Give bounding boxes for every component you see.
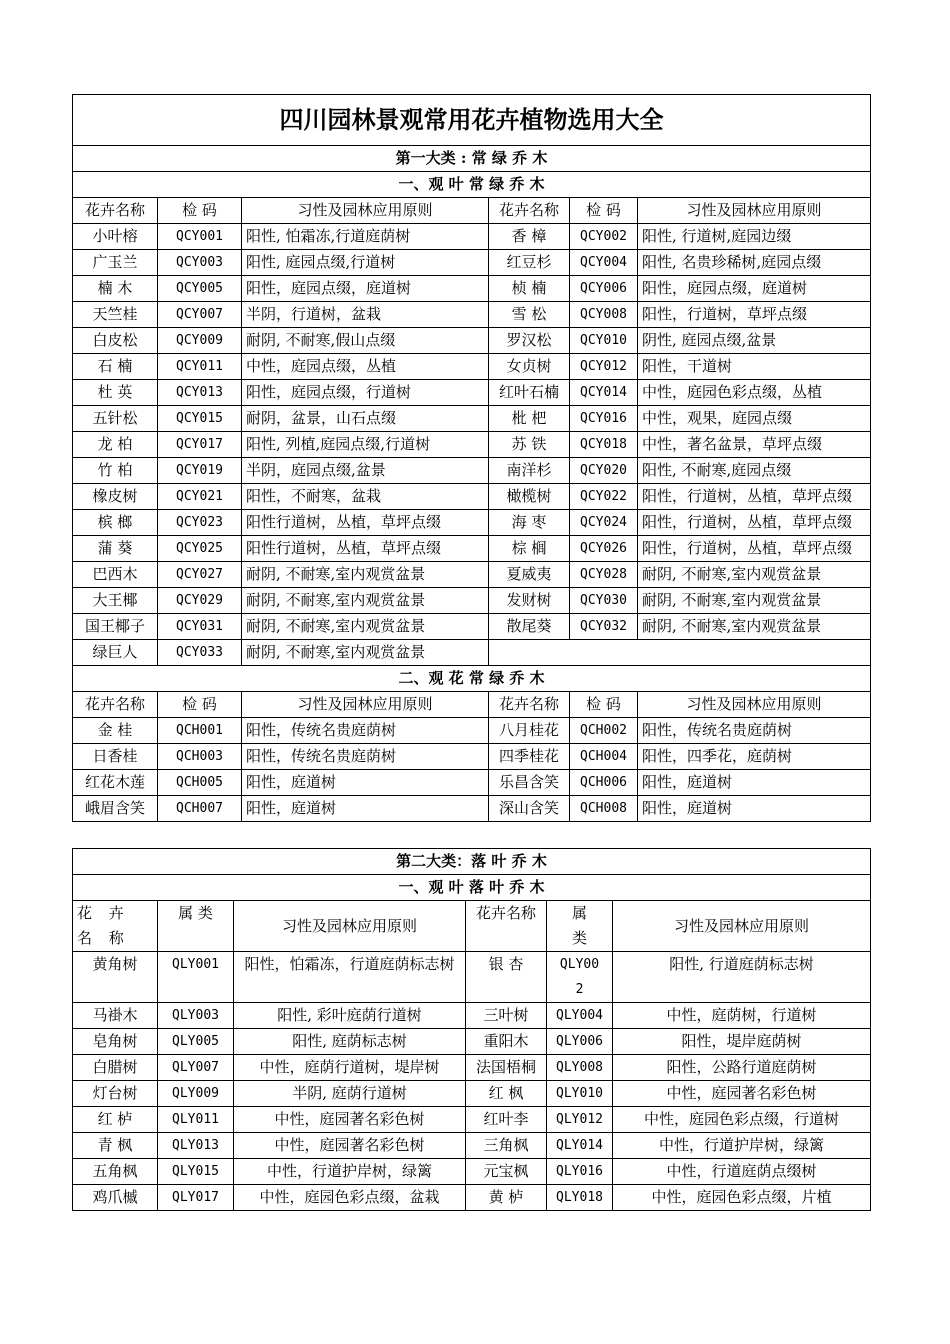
- table-cell: 三叶树: [466, 1003, 547, 1029]
- table-cell: 中性，庭园色彩点缀，盆栽: [234, 1185, 466, 1211]
- table-cell: QCY028: [570, 562, 638, 588]
- table-cell: 小叶榕: [73, 224, 158, 250]
- table-cell: QCY006: [570, 276, 638, 302]
- table-cell: 中性，庭园著名彩色树: [613, 1081, 871, 1107]
- table-cell: 中性，庭园著名彩色树: [234, 1133, 466, 1159]
- table-cell: 皂角树: [73, 1029, 158, 1055]
- table-cell: 阳性，庭园点缀，庭道树: [242, 276, 489, 302]
- table-cell: 红 栌: [73, 1107, 158, 1133]
- table-cell: 花卉名称: [489, 198, 570, 224]
- table-cell: QCY016: [570, 406, 638, 432]
- table-cell: 散尾葵: [489, 614, 570, 640]
- table-cell: QLY003: [158, 1003, 234, 1029]
- table-cell: 五角枫: [73, 1159, 158, 1185]
- table-cell: 三角枫: [466, 1133, 547, 1159]
- table-cell: 阳性，干道树: [638, 354, 871, 380]
- table-row: [73, 484, 871, 510]
- table-cell: 阴性, 庭园点缀,盆景: [638, 328, 871, 354]
- table-cell: QCY021: [158, 484, 242, 510]
- table-row: [73, 328, 871, 354]
- table-row: [73, 380, 871, 406]
- table-cell: 阳性，传统名贵庭荫树: [638, 718, 871, 744]
- table-cell: 大王椰: [73, 588, 158, 614]
- table-cell: 耐阴, 不耐寒,室内观赏盆景: [242, 614, 489, 640]
- table-cell: 花卉名称: [489, 692, 570, 718]
- table-cell: 属 类: [158, 901, 234, 952]
- table-row: [73, 744, 871, 770]
- table-cell: 耐阴, 不耐寒,室内观赏盆景: [242, 562, 489, 588]
- table-row: [73, 406, 871, 432]
- table-cell: QCY027: [158, 562, 242, 588]
- table-cell: QCY015: [158, 406, 242, 432]
- table-cell: 巴西木: [73, 562, 158, 588]
- table-cell: 绿巨人: [73, 640, 158, 666]
- table-cell: QCY026: [570, 536, 638, 562]
- table-cell: 竹 柏: [73, 458, 158, 484]
- table-cell: QCY002: [570, 224, 638, 250]
- table-cell: 鸡爪槭: [73, 1185, 158, 1211]
- table-cell: 八月桂花: [489, 718, 570, 744]
- table-cell: 南洋杉: [489, 458, 570, 484]
- table-cell: 花卉名称: [73, 692, 158, 718]
- table-cell: QLY010: [547, 1081, 613, 1107]
- table-cell: 橡皮树: [73, 484, 158, 510]
- evergreen-tree-table: [72, 94, 871, 822]
- category-heading: 第一大类 : 常 绿 乔 木: [73, 146, 871, 172]
- table-cell: 阳性，庭道树: [638, 770, 871, 796]
- table-cell: 红 枫: [466, 1081, 547, 1107]
- table-row: [73, 1081, 871, 1107]
- table-cell: QCY017: [158, 432, 242, 458]
- table-cell: 耐阴, 不耐寒,室内观赏盆景: [638, 588, 871, 614]
- table-cell: QCY022: [570, 484, 638, 510]
- table-cell: QCY003: [158, 250, 242, 276]
- table-cell: 法国梧桐: [466, 1055, 547, 1081]
- table-row: [73, 354, 871, 380]
- table-cell: QLY018: [547, 1185, 613, 1211]
- table-cell: QCY024: [570, 510, 638, 536]
- table-cell: 习性及园林应用原则: [613, 901, 871, 952]
- section-heading: 一、观 叶 落 叶 乔 木: [73, 875, 871, 901]
- table-row: [73, 1107, 871, 1133]
- table-cell: 阳性, 庭园点缀,行道树: [242, 250, 489, 276]
- table-cell: 中性，观果，庭园点缀: [638, 406, 871, 432]
- table-cell: 重阳木: [466, 1029, 547, 1055]
- table-cell: QCY025: [158, 536, 242, 562]
- table-row: [73, 250, 871, 276]
- table-cell: QCY013: [158, 380, 242, 406]
- table-cell: 红叶石楠: [489, 380, 570, 406]
- table-cell: 阳性，堤岸庭荫树: [613, 1029, 871, 1055]
- table-cell: 属 类: [547, 901, 613, 952]
- table-cell: 红豆杉: [489, 250, 570, 276]
- table-cell: 棕 榈: [489, 536, 570, 562]
- table-cell: 中性，行道护岸树，绿篱: [234, 1159, 466, 1185]
- table-cell: 日香桂: [73, 744, 158, 770]
- table-cell: 海 枣: [489, 510, 570, 536]
- header-row: [73, 692, 871, 718]
- table-cell: QLY008: [547, 1055, 613, 1081]
- table-cell: 五针松: [73, 406, 158, 432]
- table-cell: 中性，庭荫树，行道树: [613, 1003, 871, 1029]
- table-row: [73, 614, 871, 640]
- table-cell: QCH006: [570, 770, 638, 796]
- table-cell: 槟 榔: [73, 510, 158, 536]
- table-cell: QCY033: [158, 640, 242, 666]
- table-cell: QCY029: [158, 588, 242, 614]
- table-row: [73, 718, 871, 744]
- table-row: [73, 1185, 871, 1211]
- table-cell: 阳性, 行道树,庭园边缀: [638, 224, 871, 250]
- table-cell: 香 樟: [489, 224, 570, 250]
- table-cell: 检 码: [570, 692, 638, 718]
- table-cell: 桢 楠: [489, 276, 570, 302]
- table-cell: 阳性, 庭荫标志树: [234, 1029, 466, 1055]
- table-cell: 阳性, 怕霜冻,行道庭荫树: [242, 224, 489, 250]
- table-cell: 检 码: [158, 198, 242, 224]
- table-cell: 耐阴, 不耐寒,室内观赏盆景: [638, 562, 871, 588]
- table-cell: 黄角树: [73, 952, 158, 1003]
- table-cell: 阳性，公路行道庭荫树: [613, 1055, 871, 1081]
- table-cell: 石 楠: [73, 354, 158, 380]
- table-cell: 中性，庭园色彩点缀，丛植: [638, 380, 871, 406]
- table-row: [73, 562, 871, 588]
- table-cell: QCY010: [570, 328, 638, 354]
- table-cell: QLY006: [547, 1029, 613, 1055]
- table-cell: 红叶李: [466, 1107, 547, 1133]
- table-cell: QLY015: [158, 1159, 234, 1185]
- empty-cell: [489, 640, 871, 666]
- table-cell: 四季桂花: [489, 744, 570, 770]
- table-cell: 中性，庭园点缀，丛植: [242, 354, 489, 380]
- table-cell: QCY011: [158, 354, 242, 380]
- table-cell: 阳性，传统名贵庭荫树: [242, 718, 489, 744]
- table-cell: QCY014: [570, 380, 638, 406]
- table-cell: 阳性，不耐寒，盆栽: [242, 484, 489, 510]
- table-cell: 阳性，庭道树: [242, 796, 489, 822]
- table-cell: 阳性，行道树，草坪点缀: [638, 302, 871, 328]
- section-row: [73, 666, 871, 692]
- table-cell: 耐阴, 不耐寒,室内观赏盆景: [242, 640, 489, 666]
- table-cell: 阳性, 列植,庭园点缀,行道树: [242, 432, 489, 458]
- table-cell: 罗汉松: [489, 328, 570, 354]
- table-cell: QLY004: [547, 1003, 613, 1029]
- table-cell: 中性，著名盆景，草坪点缀: [638, 432, 871, 458]
- table-cell: 杜 英: [73, 380, 158, 406]
- table-cell: QCH002: [570, 718, 638, 744]
- table-cell: QCH003: [158, 744, 242, 770]
- table-cell: QLY009: [158, 1081, 234, 1107]
- table-cell: 阳性行道树，丛植，草坪点缀: [242, 510, 489, 536]
- table-cell: 半阴, 庭荫行道树: [234, 1081, 466, 1107]
- table-row: [73, 458, 871, 484]
- table-cell: 橄榄树: [489, 484, 570, 510]
- table-cell: QLY014: [547, 1133, 613, 1159]
- table-row: [73, 276, 871, 302]
- table-cell: 阳性行道树，丛植，草坪点缀: [242, 536, 489, 562]
- table-row: [73, 1029, 871, 1055]
- table-cell: 阳性，怕霜冻，行道庭荫标志树: [234, 952, 466, 1003]
- section-heading: 一、观 叶 常 绿 乔 木: [73, 172, 871, 198]
- table-row: [73, 302, 871, 328]
- table-cell: 花卉名称: [466, 901, 547, 952]
- table-row: [73, 510, 871, 536]
- table-cell: QCY012: [570, 354, 638, 380]
- table-cell: 银 杏: [466, 952, 547, 1003]
- table-row: [73, 432, 871, 458]
- table-cell: 耐阴, 不耐寒,假山点缀: [242, 328, 489, 354]
- table-cell: 元宝枫: [466, 1159, 547, 1185]
- table-cell: 白腊树: [73, 1055, 158, 1081]
- header-row: [73, 198, 871, 224]
- table-cell: QCY004: [570, 250, 638, 276]
- table-row: [73, 1055, 871, 1081]
- table-cell: 阳性，庭道树: [242, 770, 489, 796]
- table-cell: 马褂木: [73, 1003, 158, 1029]
- table-cell: 峨眉含笑: [73, 796, 158, 822]
- table-cell: QLY016: [547, 1159, 613, 1185]
- table-cell: QCY031: [158, 614, 242, 640]
- table-cell: 黄 栌: [466, 1185, 547, 1211]
- table-cell: 阳性, 名贵珍稀树,庭园点缀: [638, 250, 871, 276]
- table-cell: 雪 松: [489, 302, 570, 328]
- table-cell: QLY017: [158, 1185, 234, 1211]
- table-cell: 深山含笑: [489, 796, 570, 822]
- table-cell: 国王椰子: [73, 614, 158, 640]
- table-cell: QCH001: [158, 718, 242, 744]
- table-row: [73, 770, 871, 796]
- table-cell: QLY005: [158, 1029, 234, 1055]
- table-cell: QCY023: [158, 510, 242, 536]
- table-cell: QCY009: [158, 328, 242, 354]
- table-cell: 阳性，庭园点缀，庭道树: [638, 276, 871, 302]
- table-cell: QCH004: [570, 744, 638, 770]
- table-cell: 乐昌含笑: [489, 770, 570, 796]
- table-cell: 夏威夷: [489, 562, 570, 588]
- table-cell: 中性，庭园著名彩色树: [234, 1107, 466, 1133]
- table-cell: 阳性, 彩叶庭荫行道树: [234, 1003, 466, 1029]
- table-row: [73, 1133, 871, 1159]
- table-cell: 阳性，四季花，庭荫树: [638, 744, 871, 770]
- table-cell: 耐阴, 不耐寒,室内观赏盆景: [242, 588, 489, 614]
- table-cell: 检 码: [158, 692, 242, 718]
- table-cell: 阳性，庭道树: [638, 796, 871, 822]
- table-row: [73, 536, 871, 562]
- table-cell: 红花木莲: [73, 770, 158, 796]
- table-cell: 习性及园林应用原则: [242, 692, 489, 718]
- header-row: [73, 901, 871, 952]
- table-cell: 习性及园林应用原则: [638, 198, 871, 224]
- table-cell: 阳性，庭园点缀，行道树: [242, 380, 489, 406]
- table-cell: QCH005: [158, 770, 242, 796]
- table-cell: 阳性, 不耐寒,庭园点缀: [638, 458, 871, 484]
- table-cell: 花 卉 名 称: [73, 901, 158, 952]
- table-cell: 阳性，行道树，丛植，草坪点缀: [638, 484, 871, 510]
- table-cell: QLY012: [547, 1107, 613, 1133]
- table-cell: 中性，庭园色彩点缀，片植: [613, 1185, 871, 1211]
- table-cell: QCY020: [570, 458, 638, 484]
- table-cell: QLY013: [158, 1133, 234, 1159]
- table-cell: QCY032: [570, 614, 638, 640]
- table-row: [73, 952, 871, 1003]
- table-row: [73, 588, 871, 614]
- table-cell: QCY019: [158, 458, 242, 484]
- table-cell: 龙 柏: [73, 432, 158, 458]
- table-cell: QCY030: [570, 588, 638, 614]
- table-cell: 楠 木: [73, 276, 158, 302]
- table-row: [73, 1003, 871, 1029]
- table-cell: QCY007: [158, 302, 242, 328]
- table-cell: 灯台树: [73, 1081, 158, 1107]
- table-cell: 阳性，传统名贵庭荫树: [242, 744, 489, 770]
- table-cell: 耐阴, 不耐寒,室内观赏盆景: [638, 614, 871, 640]
- table-cell: QCY001: [158, 224, 242, 250]
- table-cell: 发财树: [489, 588, 570, 614]
- table-cell: QCH007: [158, 796, 242, 822]
- table-cell: 枇 杷: [489, 406, 570, 432]
- table-cell: QLY011: [158, 1107, 234, 1133]
- table-cell: 阳性，行道树，丛植，草坪点缀: [638, 536, 871, 562]
- table-cell: 半阴，行道树，盆栽: [242, 302, 489, 328]
- table-cell: QCY005: [158, 276, 242, 302]
- table-cell: 青 枫: [73, 1133, 158, 1159]
- table-cell: 中性，庭荫行道树，堤岸树: [234, 1055, 466, 1081]
- table-cell: 天竺桂: [73, 302, 158, 328]
- table-cell: QLY002: [547, 952, 613, 1003]
- table-cell: 半阴，庭园点缀,盆景: [242, 458, 489, 484]
- table-cell: QCY008: [570, 302, 638, 328]
- table-cell: 耐阴，盆景，山石点缀: [242, 406, 489, 432]
- page-title: 四川园林景观常用花卉植物选用大全: [73, 95, 871, 146]
- table-cell: 蒲 葵: [73, 536, 158, 562]
- table-cell: QCY018: [570, 432, 638, 458]
- table-cell: 习性及园林应用原则: [234, 901, 466, 952]
- table-cell: 中性，行道护岸树，绿篱: [613, 1133, 871, 1159]
- table-cell: 习性及园林应用原则: [242, 198, 489, 224]
- table-row: [73, 1159, 871, 1185]
- table-row: [73, 796, 871, 822]
- table-cell: 习性及园林应用原则: [638, 692, 871, 718]
- table-cell: 阳性，行道树，丛植，草坪点缀: [638, 510, 871, 536]
- table-row: [73, 640, 871, 666]
- table-cell: 检 码: [570, 198, 638, 224]
- table-cell: 苏 铁: [489, 432, 570, 458]
- table-cell: QLY001: [158, 952, 234, 1003]
- table-cell: 白皮松: [73, 328, 158, 354]
- table-cell: 广玉兰: [73, 250, 158, 276]
- table-cell: 花卉名称: [73, 198, 158, 224]
- category-heading: 第二大类：落 叶 乔 木: [73, 849, 871, 875]
- table-cell: 中性，庭园色彩点缀，行道树: [613, 1107, 871, 1133]
- table-cell: 中性，行道庭荫点缀树: [613, 1159, 871, 1185]
- table-cell: QCH008: [570, 796, 638, 822]
- table-cell: 女贞树: [489, 354, 570, 380]
- table-row: [73, 224, 871, 250]
- table-cell: 二、观 花 常 绿 乔 木: [73, 666, 871, 692]
- table-cell: QLY007: [158, 1055, 234, 1081]
- table-cell: 金 桂: [73, 718, 158, 744]
- table-cell: 阳性, 行道庭荫标志树: [613, 952, 871, 1003]
- deciduous-tree-table: [72, 848, 871, 1211]
